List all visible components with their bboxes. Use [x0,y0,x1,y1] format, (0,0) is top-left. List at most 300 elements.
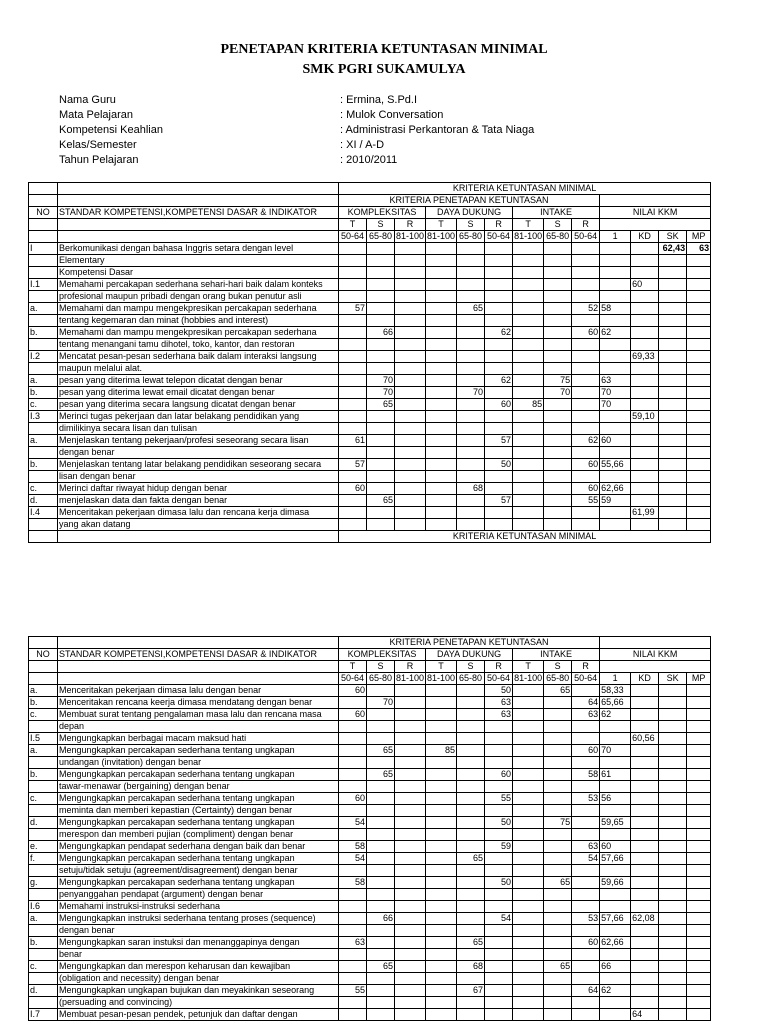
table-cell [600,949,631,961]
table-cell: undangan (invitation) dengan benar [58,757,339,769]
table-cell: 60 [600,435,631,447]
header-no: NO [29,207,58,219]
table-cell [339,733,367,745]
table-cell [572,757,600,769]
table-cell [544,435,572,447]
identity-value: : Administrasi Perkantoran & Tata Niaga [340,124,535,136]
table-cell [687,399,711,411]
table-cell [600,829,631,841]
table-cell [631,255,659,267]
table-cell [513,745,544,757]
table-cell: tentang kegemaran dan minat (hobbies and interest) [58,315,339,327]
table-cell [395,459,426,471]
table-cell [631,997,659,1009]
table-cell [339,769,367,781]
table-cell: 50 [485,817,513,829]
table-cell [659,483,687,495]
table-cell [659,685,687,697]
table-cell [513,913,544,925]
table-row [29,889,711,901]
table-cell [367,853,395,865]
table-cell [544,937,572,949]
table-cell [457,889,485,901]
table-cell [687,697,711,709]
table-cell [572,781,600,793]
table-cell [544,447,572,459]
table-cell [426,1009,457,1021]
table-cell: tawar-menawar (bergaining) dengan benar [58,781,339,793]
identity-label: Kompetensi Keahlian [59,124,163,136]
table-cell [544,315,572,327]
table-cell [659,697,687,709]
table-cell [659,721,687,733]
header-row [29,195,711,207]
table-cell [572,721,600,733]
table-cell: b. [29,387,58,399]
table-cell [339,447,367,459]
table-cell: 85 [426,745,457,757]
table-cell [544,399,572,411]
table-cell [339,495,367,507]
table-cell: 70 [457,387,485,399]
table-cell: benar [58,949,339,961]
table-cell [426,435,457,447]
table-cell [395,685,426,697]
table-cell [457,267,485,279]
table-row [29,697,711,709]
table-cell [426,327,457,339]
table-row [29,961,711,973]
table-cell: 58 [339,877,367,889]
table-cell: 61,99 [631,507,659,519]
table-cell: 62 [572,435,600,447]
table-cell [572,889,600,901]
table-cell [631,363,659,375]
table-cell [485,829,513,841]
table-cell [395,399,426,411]
table-cell [631,745,659,757]
table-cell [631,793,659,805]
table-cell: 65 [367,495,395,507]
table-cell [339,351,367,363]
table-cell [572,901,600,913]
table-cell [687,853,711,865]
table-cell [485,387,513,399]
table-cell: 62 [485,327,513,339]
table-cell: b. [29,697,58,709]
table-cell [426,841,457,853]
table-cell [395,339,426,351]
table-cell [426,901,457,913]
table-cell [339,973,367,985]
table-cell [631,805,659,817]
table-cell [687,339,711,351]
footer-row [29,531,711,543]
table-cell [659,793,687,805]
table-cell [485,853,513,865]
table-cell [513,733,544,745]
table-cell [367,291,395,303]
identity-value: : Mulok Conversation [340,109,444,121]
table-cell [29,183,58,195]
table-cell [687,745,711,757]
header-sk: STANDAR KOMPETENSI,KOMPETENSI DASAR & INDIKATOR [58,207,339,219]
table-cell [485,411,513,423]
table-row [29,829,711,841]
table-row [29,841,711,853]
table-cell [457,327,485,339]
table-cell: Mengungkapkan percakapan sederhana tentang ungkapan [58,817,339,829]
table-cell [367,829,395,841]
table-cell [600,733,631,745]
table-cell [457,793,485,805]
table-cell [367,925,395,937]
table-cell: pesan yang diterima secara langsung dicatat dengan benar [58,399,339,411]
table-cell [395,697,426,709]
table-cell [631,781,659,793]
table-cell [513,889,544,901]
table-cell: maupun melalui alat. [58,363,339,375]
table-cell: dengan benar [58,447,339,459]
table-cell: 54 [572,853,600,865]
table-cell [395,889,426,901]
table-cell [339,327,367,339]
header-tsr: T [513,661,544,673]
table-cell [339,805,367,817]
table-cell [339,471,367,483]
header-range: 65-80 [457,231,485,243]
table-cell [485,901,513,913]
table-cell [426,483,457,495]
table-cell [29,315,58,327]
table-cell [631,339,659,351]
table-row [29,243,711,255]
table-cell [600,637,711,649]
table-cell [572,243,600,255]
table-cell [426,339,457,351]
table-cell [687,889,711,901]
table-cell: 52 [572,303,600,315]
table-cell [572,447,600,459]
table-cell [572,291,600,303]
table-cell [485,507,513,519]
table-cell [572,507,600,519]
table-cell: 70 [367,387,395,399]
table-cell [513,387,544,399]
table-cell [426,375,457,387]
table-cell [485,303,513,315]
table-cell [457,757,485,769]
table-row [29,495,711,507]
table-cell: 65 [367,745,395,757]
table-cell [485,447,513,459]
table-cell [631,483,659,495]
table-cell [659,459,687,471]
table-cell: (obligation and necessity) dengan benar [58,973,339,985]
table-cell [659,471,687,483]
table-cell [395,255,426,267]
table-row [29,937,711,949]
table-cell [485,985,513,997]
table-cell [426,459,457,471]
table-cell [395,913,426,925]
table-cell [572,471,600,483]
table-cell [395,519,426,531]
table-cell [457,949,485,961]
table-cell: yang akan datang [58,519,339,531]
table-cell [687,685,711,697]
table-cell [631,267,659,279]
table-row [29,327,711,339]
table-cell [339,913,367,925]
table-cell [544,519,572,531]
table-cell [395,805,426,817]
table-cell: Mengungkapkan berbagai macam maksud hati [58,733,339,745]
table-cell [457,745,485,757]
header-row [29,183,711,195]
table-cell [631,865,659,877]
table-cell [659,279,687,291]
table-cell [58,673,339,685]
table-cell [395,315,426,327]
table-cell [544,865,572,877]
table-cell [513,877,544,889]
table-cell [395,877,426,889]
table-cell [687,829,711,841]
table-cell [339,781,367,793]
table-cell [485,925,513,937]
header-tsr: T [426,219,457,231]
table-row [29,459,711,471]
table-row [29,507,711,519]
table-cell [367,901,395,913]
header-tsr: R [485,219,513,231]
identity-label: Tahun Pelajaran [59,154,139,166]
table-cell [395,375,426,387]
table-cell: Berkomunikasi dengan bahasa Inggris setara dengan level [58,243,339,255]
table-cell [687,483,711,495]
table-cell: 65 [544,685,572,697]
table-cell: 60 [339,483,367,495]
table-cell [659,937,687,949]
table-cell [485,949,513,961]
table-row [29,483,711,495]
table-cell [426,303,457,315]
table-row [29,853,711,865]
table-cell [572,375,600,387]
header-sk: STANDAR KOMPETENSI,KOMPETENSI DASAR & INDIKATOR [58,649,339,661]
table-cell [572,961,600,973]
table-cell: 65,66 [600,697,631,709]
table-cell [659,255,687,267]
table-cell [600,315,631,327]
header-range: 65-80 [457,673,485,685]
table-cell [395,925,426,937]
header-kd: KD [631,231,659,243]
table-cell [513,793,544,805]
table-cell [367,243,395,255]
table-cell [29,889,58,901]
table-cell [29,757,58,769]
table-cell [513,435,544,447]
table-cell [29,973,58,985]
table-cell [631,519,659,531]
table-cell: 70 [600,387,631,399]
table-cell: 62 [600,327,631,339]
table-cell [58,637,339,649]
table-cell [544,781,572,793]
table-cell [659,745,687,757]
table-cell [339,423,367,435]
table-row [29,997,711,1009]
table-cell [544,255,572,267]
header-range: 81-100 [514,673,543,683]
table-cell [544,997,572,1009]
table-cell [659,375,687,387]
table-cell [687,387,711,399]
table-cell: Mengungkapkan percakapan sederhana tentang ungkapan [58,853,339,865]
table-cell [513,1009,544,1021]
table-cell [426,925,457,937]
table-cell [457,973,485,985]
table-cell [687,351,711,363]
table-cell [513,997,544,1009]
table-cell: I.6 [29,901,58,913]
table-cell [395,793,426,805]
table-cell: Mengungkapkan saran instuksi dan menanggapinya dengan [58,937,339,949]
table-cell: 64 [572,697,600,709]
table-cell [600,925,631,937]
table-cell: 65 [457,937,485,949]
header-kpk: KRITERIA PENETAPAN KETUNTASAN [339,637,600,649]
table-cell [395,435,426,447]
table-cell [659,805,687,817]
table-cell [687,733,711,745]
table-cell: 75 [544,817,572,829]
table-cell [457,291,485,303]
table-cell [544,889,572,901]
table-cell: Merinci daftar riwayat hidup dengan benar [58,483,339,495]
table-cell [687,459,711,471]
table-cell [572,387,600,399]
table-cell [544,351,572,363]
table-cell: Menceritakan pekerjaan dimasa lalu dan rencana kerja dimasa [58,507,339,519]
table-row [29,985,711,997]
header-one: 1 [600,673,631,685]
table-cell: Mengungkapkan dan merespon keharusan dan kewajiban [58,961,339,973]
table-cell: 59 [600,495,631,507]
table-cell [395,363,426,375]
table-cell [659,411,687,423]
table-cell: Membuat surat tentang pengalaman masa lalu dan rencana masa [58,709,339,721]
table-cell [513,769,544,781]
table-cell [395,985,426,997]
table-cell [513,375,544,387]
table-cell [339,339,367,351]
table-cell [544,327,572,339]
header-tsr: S [457,661,485,673]
header-range: 65-80 [544,231,572,243]
table-cell: 54 [339,853,367,865]
table-cell [631,435,659,447]
table-cell: 70 [600,399,631,411]
table-cell [544,339,572,351]
table-cell [631,973,659,985]
table-cell [687,303,711,315]
table-cell: 59 [485,841,513,853]
table-cell: 56 [600,793,631,805]
table-cell [544,471,572,483]
table-cell [395,757,426,769]
table-cell [367,267,395,279]
table-cell [395,937,426,949]
table-cell [659,303,687,315]
table-cell [631,877,659,889]
table-cell [631,697,659,709]
table-cell [572,255,600,267]
table-cell [426,997,457,1009]
table-cell [544,279,572,291]
table-cell [687,937,711,949]
table-cell [631,949,659,961]
table-cell: 50 [485,459,513,471]
table-cell [339,1009,367,1021]
table-cell: Menceritakan rencana keerja dimasa mendatang dengan benar [58,697,339,709]
table-cell [339,363,367,375]
table-cell [58,183,339,195]
table-cell [457,495,485,507]
table-cell [457,805,485,817]
table-cell [426,853,457,865]
table-cell: c. [29,709,58,721]
table-cell [513,841,544,853]
header-range: 81-100 [514,231,543,241]
school-name: SMK PGRI SUKAMULYA [302,62,466,77]
table-cell [600,805,631,817]
table-cell [367,721,395,733]
table-cell: 61 [600,769,631,781]
table-cell [572,685,600,697]
table-cell [600,291,631,303]
identity-label: Nama Guru [59,94,116,106]
table-cell [426,865,457,877]
table-cell: I [29,243,58,255]
table-row [29,721,711,733]
table-cell [513,925,544,937]
table-cell [659,709,687,721]
table-cell [457,721,485,733]
table-cell: 62 [485,375,513,387]
table-cell [513,757,544,769]
header-range: 65-80 [367,231,395,243]
table-row [29,709,711,721]
table-row [29,363,711,375]
table-cell [457,877,485,889]
table-cell: c. [29,961,58,973]
table-cell [687,1009,711,1021]
table-cell [544,291,572,303]
table-cell [687,495,711,507]
table-cell [631,327,659,339]
table-cell [339,721,367,733]
table-cell: Merinci tugas pekerjaan dan latar belakang pendidikan yang [58,411,339,423]
table-cell [659,733,687,745]
header-sk-col: SK [659,231,687,243]
table-cell [426,889,457,901]
table-cell: 63 [572,709,600,721]
header-kpk: KRITERIA PENETAPAN KETUNTASAN [339,195,600,207]
table-cell [457,351,485,363]
